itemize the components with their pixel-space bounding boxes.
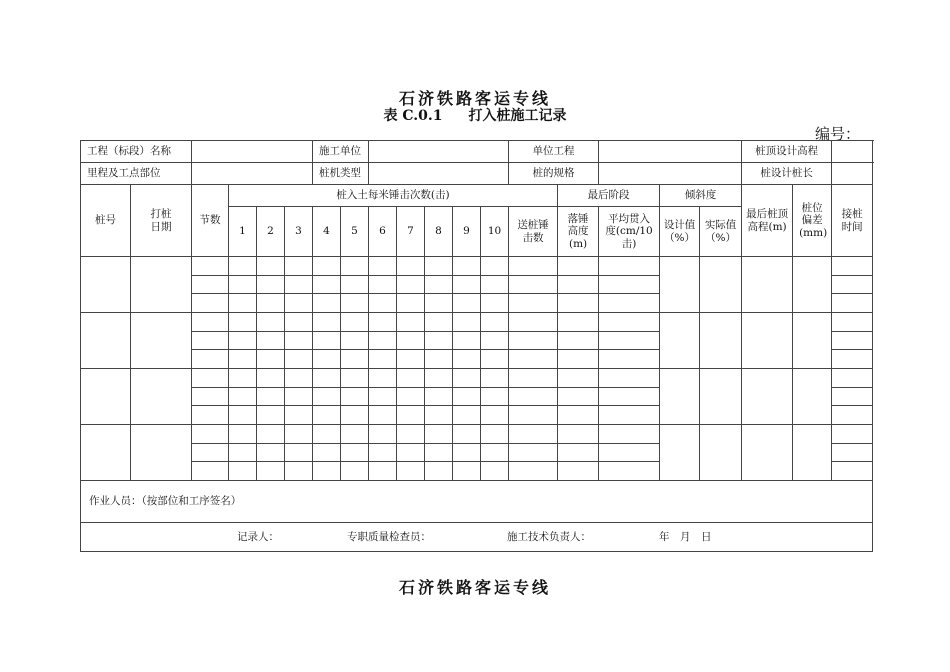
final-top-elevation-cell[interactable] [742,257,793,313]
meter-1-cell[interactable] [229,388,257,406]
meter-7-cell[interactable] [397,257,425,276]
meter-2-cell[interactable] [257,313,285,332]
drop-height-cell[interactable] [558,294,599,313]
meter-6-cell[interactable] [369,294,397,313]
meter-5-cell[interactable] [341,276,369,294]
splice-time-cell[interactable] [832,313,873,332]
data-row [81,257,873,276]
pile-spec-label: 桩的规格 [509,163,599,185]
meter-9-cell[interactable] [453,276,481,294]
construction-unit-value[interactable] [369,141,509,163]
actual-value-cell[interactable] [700,313,742,369]
splice-time-cell[interactable] [832,444,873,462]
avg-penetration-cell[interactable] [599,313,660,332]
splice-time-cell[interactable] [832,350,873,369]
avg-penetration-cell[interactable] [599,276,660,294]
form-title [0,105,950,125]
meter-10-cell[interactable] [481,276,509,294]
meter-5-cell[interactable] [341,332,369,350]
meter-7-cell[interactable] [397,388,425,406]
meter-9-cell[interactable] [453,257,481,276]
drop-height-cell[interactable] [558,257,599,276]
meter-8-header: 8 [425,207,453,257]
meter-10-cell[interactable] [481,425,509,444]
splice-time-cell[interactable] [832,294,873,313]
drop-height-cell[interactable] [558,276,599,294]
follower-blows-cell[interactable] [509,276,558,294]
final-top-elevation-cell[interactable] [742,425,793,481]
position-deviation-cell[interactable] [793,369,832,425]
splice-time-cell[interactable] [832,462,873,481]
data-row [81,313,873,332]
meter-10-cell[interactable] [481,313,509,332]
meter-6-cell[interactable] [369,444,397,462]
meter-8-cell[interactable] [425,332,453,350]
meter-9-cell[interactable] [453,462,481,481]
drop-height-header: 落锤高度(m) [558,207,599,257]
pile-design-length-label: 桩设计桩长 [742,163,832,185]
meter-2-cell[interactable] [257,462,285,481]
section-count-cell[interactable] [192,313,229,332]
drop-height-cell[interactable] [558,425,599,444]
splice-time-cell[interactable] [832,388,873,406]
meter-10-cell[interactable] [481,444,509,462]
drop-height-cell[interactable] [558,313,599,332]
position-deviation-cell[interactable] [793,313,832,369]
drive-date-header: 打桩日期 [131,185,192,257]
meter-1-cell[interactable] [229,313,257,332]
splice-time-cell[interactable] [832,425,873,444]
data-row [81,425,873,444]
position-deviation-header: 桩位偏差(mm) [793,185,832,257]
drop-height-cell[interactable] [558,462,599,481]
avg-penetration-cell[interactable] [599,332,660,350]
construction-unit-label: 施工单位 [313,141,369,163]
meter-8-cell[interactable] [425,425,453,444]
drop-height-cell[interactable] [558,388,599,406]
drive-date-cell[interactable] [131,425,192,481]
final-top-elevation-cell[interactable] [742,369,793,425]
meter-1-header: 1 [229,207,257,257]
splice-time-cell[interactable] [832,369,873,388]
splice-time-cell[interactable] [832,406,873,425]
meter-5-cell[interactable] [341,444,369,462]
actual-value-cell[interactable] [700,369,742,425]
meter-3-cell[interactable] [285,444,313,462]
meter-4-cell[interactable] [313,425,341,444]
meter-2-cell[interactable] [257,257,285,276]
meter-6-cell[interactable] [369,332,397,350]
meter-9-cell[interactable] [453,444,481,462]
meter-7-cell[interactable] [397,444,425,462]
pile-number-cell[interactable] [81,369,131,425]
meter-7-cell[interactable] [397,332,425,350]
follower-blows-cell[interactable] [509,332,558,350]
avg-penetration-cell[interactable] [599,444,660,462]
serial-number-label: 编号： [814,125,860,143]
avg-penetration-cell[interactable] [599,369,660,388]
meter-7-cell[interactable] [397,276,425,294]
actual-value-cell[interactable] [700,425,742,481]
meter-9-cell[interactable] [453,350,481,369]
meter-2-cell[interactable] [257,332,285,350]
follower-blows-cell[interactable] [509,294,558,313]
meter-1-cell[interactable] [229,444,257,462]
section-count-cell[interactable] [192,444,229,462]
meter-5-cell[interactable] [341,313,369,332]
meter-9-cell[interactable] [453,388,481,406]
meter-8-cell[interactable] [425,313,453,332]
meter-9-cell[interactable] [453,313,481,332]
follower-blows-cell[interactable] [509,388,558,406]
avg-penetration-cell[interactable] [599,406,660,425]
meter-8-cell[interactable] [425,257,453,276]
pile-number-cell[interactable] [81,313,131,369]
meter-1-cell[interactable] [229,332,257,350]
meter-5-cell[interactable] [341,388,369,406]
meter-7-cell[interactable] [397,294,425,313]
meter-6-cell[interactable] [369,369,397,388]
pile-spec-value[interactable] [599,163,742,185]
actual-value-cell[interactable] [700,257,742,313]
meter-1-cell[interactable] [229,294,257,313]
pile-number-cell[interactable] [81,425,131,481]
meter-8-cell[interactable] [425,388,453,406]
meter-2-cell[interactable] [257,406,285,425]
avg-penetration-cell[interactable] [599,462,660,481]
meter-10-cell[interactable] [481,257,509,276]
design-value-cell[interactable] [660,257,700,313]
section-count-cell[interactable] [192,332,229,350]
meter-10-cell[interactable] [481,388,509,406]
drive-date-cell[interactable] [131,369,192,425]
meter-6-cell[interactable] [369,257,397,276]
design-value-cell[interactable] [660,369,700,425]
avg-penetration-cell[interactable] [599,425,660,444]
meter-9-header: 9 [453,207,481,257]
workers-signature-row[interactable]: 作业人员：（按部位和工序签名） [81,481,873,523]
follower-blows-cell[interactable] [509,462,558,481]
meter-6-cell[interactable] [369,406,397,425]
pile-top-design-elev-value[interactable] [832,141,873,163]
follower-blows-cell[interactable] [509,425,558,444]
meter-8-cell[interactable] [425,276,453,294]
meter-6-cell[interactable] [369,350,397,369]
meter-8-cell[interactable] [425,350,453,369]
splice-time-cell[interactable] [832,257,873,276]
meter-3-cell[interactable] [285,276,313,294]
pile-number-cell[interactable] [81,257,131,313]
meter-6-cell[interactable] [369,462,397,481]
meter-5-cell[interactable] [341,350,369,369]
meter-10-cell[interactable] [481,462,509,481]
project-name-value[interactable] [192,141,313,163]
follower-blows-cell[interactable] [509,313,558,332]
follower-blows-cell[interactable] [509,444,558,462]
meter-1-cell[interactable] [229,276,257,294]
meter-8-cell[interactable] [425,462,453,481]
meter-1-cell[interactable] [229,369,257,388]
project-name-label: 工程（标段）名称 [81,141,192,163]
final-top-elevation-cell[interactable] [742,313,793,369]
signature-row [81,523,873,552]
meter-4-cell[interactable] [313,388,341,406]
final-top-elevation-header: 最后桩顶高程(m) [742,185,793,257]
drive-date-cell[interactable] [131,257,192,313]
meter-3-cell[interactable] [285,425,313,444]
meter-9-cell[interactable] [453,369,481,388]
final-stage-header: 最后阶段 [558,185,660,207]
meter-4-cell[interactable] [313,257,341,276]
meter-7-header: 7 [397,207,425,257]
meter-8-cell[interactable] [425,406,453,425]
section-count-cell[interactable] [192,294,229,313]
meter-10-cell[interactable] [481,332,509,350]
meter-6-header: 6 [369,207,397,257]
meter-4-cell[interactable] [313,294,341,313]
section-count-cell[interactable] [192,425,229,444]
section-count-cell[interactable] [192,257,229,276]
mileage-location-value[interactable] [192,163,313,185]
meter-2-cell[interactable] [257,276,285,294]
position-deviation-cell[interactable] [793,425,832,481]
avg-penetration-header: 平均贯入度(cm/10击) [599,207,660,257]
unit-project-label: 单位工程 [509,141,599,163]
drop-height-cell[interactable] [558,444,599,462]
meter-10-cell[interactable] [481,406,509,425]
meter-5-cell[interactable] [341,369,369,388]
drop-height-cell[interactable] [558,369,599,388]
follower-blows-cell[interactable] [509,369,558,388]
follower-blows-cell[interactable] [509,257,558,276]
meter-3-cell[interactable] [285,388,313,406]
position-deviation-cell[interactable] [793,257,832,313]
pile-driving-record-table [80,140,873,552]
meter-4-header: 4 [313,207,341,257]
drive-date-cell[interactable] [131,313,192,369]
avg-penetration-cell[interactable] [599,388,660,406]
meter-7-cell[interactable] [397,350,425,369]
splice-time-cell[interactable] [832,276,873,294]
meter-8-cell[interactable] [425,294,453,313]
meter-3-cell[interactable] [285,313,313,332]
data-row [81,369,873,388]
meter-6-cell[interactable] [369,388,397,406]
meter-1-cell[interactable] [229,257,257,276]
meter-5-header: 5 [341,207,369,257]
mileage-location-label: 里程及工点部位 [81,163,192,185]
actual-value-header: 实际值（%） [700,207,742,257]
meter-5-cell[interactable] [341,257,369,276]
meter-2-cell[interactable] [257,350,285,369]
drop-height-cell[interactable] [558,332,599,350]
meter-5-cell[interactable] [341,406,369,425]
meter-3-cell[interactable] [285,332,313,350]
design-value-cell[interactable] [660,425,700,481]
pile-design-length-value[interactable] [832,163,873,185]
section-count-cell[interactable] [192,276,229,294]
form-name: 打入桩施工记录 [468,108,567,124]
meter-3-cell[interactable] [285,369,313,388]
meter-8-cell[interactable] [425,444,453,462]
meter-3-header: 3 [285,207,313,257]
org-title: 石济铁路客运专线 [398,89,551,108]
meter-10-cell[interactable] [481,369,509,388]
meter-4-cell[interactable] [313,350,341,369]
avg-penetration-cell[interactable] [599,257,660,276]
meter-4-cell[interactable] [313,406,341,425]
meter-4-cell[interactable] [313,313,341,332]
meter-1-cell[interactable] [229,462,257,481]
design-value-cell[interactable] [660,313,700,369]
meter-3-cell[interactable] [285,294,313,313]
inclination-header: 倾斜度 [660,185,742,207]
meter-10-cell[interactable] [481,350,509,369]
follower-blows-cell[interactable] [509,406,558,425]
meter-6-cell[interactable] [369,425,397,444]
splice-time-cell[interactable] [832,332,873,350]
meter-4-cell[interactable] [313,369,341,388]
avg-penetration-cell[interactable] [599,350,660,369]
meter-7-cell[interactable] [397,425,425,444]
meter-1-cell[interactable] [229,406,257,425]
tech-lead-label[interactable]: 施工技术负责人： [507,530,591,543]
pile-machine-type-label: 桩机类型 [313,163,369,185]
unit-project-value[interactable] [599,141,742,163]
meter-9-cell[interactable] [453,332,481,350]
form-code: 表 C.0.1 [383,108,443,124]
meter-7-cell[interactable] [397,462,425,481]
meter-5-cell[interactable] [341,294,369,313]
meter-2-cell[interactable] [257,388,285,406]
meter-2-header: 2 [257,207,285,257]
meter-4-cell[interactable] [313,462,341,481]
section-count-cell[interactable] [192,388,229,406]
meter-1-cell[interactable] [229,425,257,444]
meter-6-cell[interactable] [369,313,397,332]
meter-10-cell[interactable] [481,294,509,313]
meter-10-header: 10 [481,207,509,257]
meter-4-cell[interactable] [313,276,341,294]
meter-2-cell[interactable] [257,369,285,388]
pile-number-header: 桩号 [81,185,131,257]
meter-9-cell[interactable] [453,425,481,444]
drop-height-cell[interactable] [558,350,599,369]
meter-3-cell[interactable] [285,406,313,425]
meter-1-cell[interactable] [229,350,257,369]
recorder-label[interactable]: 记录人： [237,530,279,543]
meter-4-cell[interactable] [313,332,341,350]
meter-9-cell[interactable] [453,406,481,425]
meter-5-cell[interactable] [341,425,369,444]
meter-4-cell[interactable] [313,444,341,462]
blows-per-meter-header: 桩入土每米锤击次数(击) [229,185,558,207]
qc-inspector-label[interactable]: 专职质量检查员： [347,530,431,543]
drop-height-cell[interactable] [558,406,599,425]
meter-5-cell[interactable] [341,462,369,481]
follower-blows-cell[interactable] [509,350,558,369]
section-count-cell[interactable] [192,406,229,425]
pile-top-design-elev-label: 桩顶设计高程 [742,141,832,163]
meter-7-cell[interactable] [397,369,425,388]
follower-blows-header: 送桩锤击数 [509,207,558,257]
meter-2-cell[interactable] [257,444,285,462]
section-count-cell[interactable] [192,369,229,388]
footer-title: 石济铁路客运专线 [398,578,551,597]
meter-7-cell[interactable] [397,406,425,425]
splice-time-header: 接桩时间 [832,185,873,257]
date-label[interactable]: 年 月 日 [659,530,712,543]
pile-machine-type-value[interactable] [369,163,509,185]
meter-3-cell[interactable] [285,350,313,369]
meter-6-cell[interactable] [369,276,397,294]
meter-2-cell[interactable] [257,425,285,444]
meter-3-cell[interactable] [285,257,313,276]
meter-2-cell[interactable] [257,294,285,313]
meter-8-cell[interactable] [425,369,453,388]
meter-7-cell[interactable] [397,313,425,332]
meter-3-cell[interactable] [285,462,313,481]
section-count-cell[interactable] [192,462,229,481]
section-count-header: 节数 [192,185,229,257]
avg-penetration-cell[interactable] [599,294,660,313]
section-count-cell[interactable] [192,350,229,369]
design-value-header: 设计值（%） [660,207,700,257]
meter-9-cell[interactable] [453,294,481,313]
